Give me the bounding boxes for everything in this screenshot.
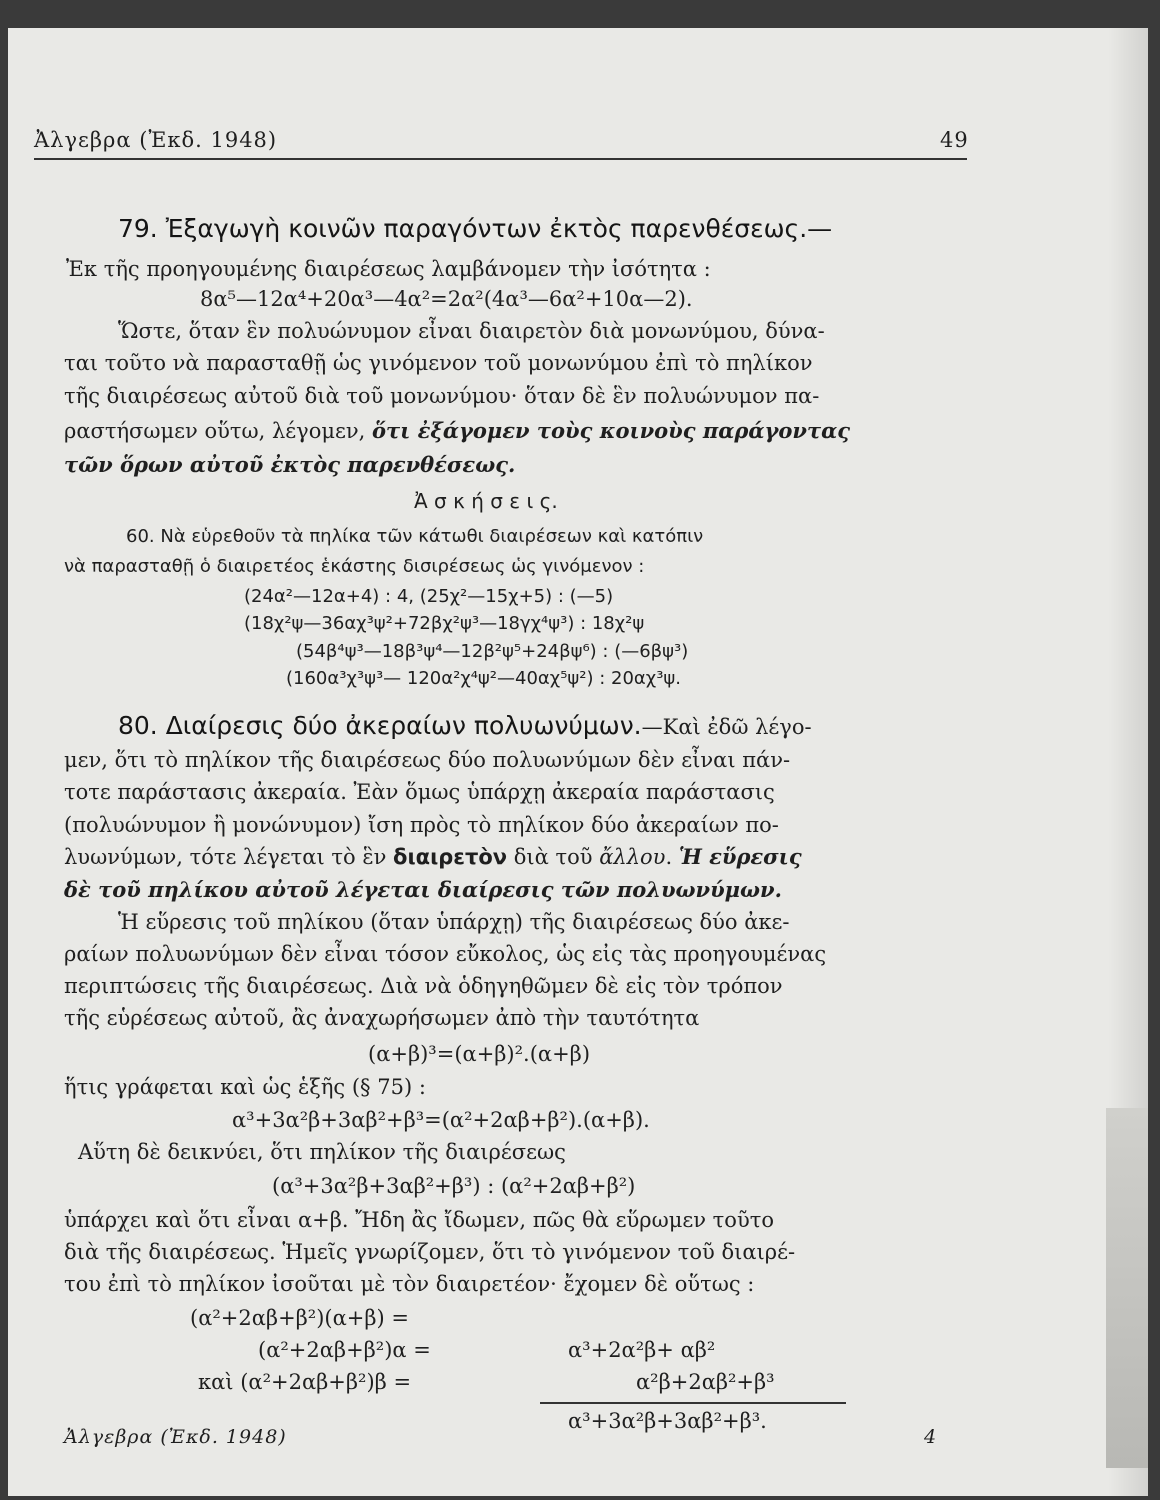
calc-left-line: (α²+2αβ+β²)α = — [258, 1338, 431, 1362]
line4-part: . — [665, 845, 679, 869]
section-80-para-line — [64, 844, 802, 869]
sum-rule — [540, 1402, 846, 1404]
section-79-title: 79. Ἐξαγωγὴ κοινῶν παραγόντων ἐκτὸς παρενθέσεως.— — [118, 214, 833, 243]
section-79-identity: 8α⁵—12α⁴+20α³—4α²=2α²(4α³—6α²+10α—2). — [200, 287, 693, 311]
section-80-title-tail: —Καὶ ἐδῶ λέγο- — [641, 715, 812, 739]
running-header-title: Ἀλγεβρα (Ἐκδ. 1948) — [34, 128, 278, 152]
term-diairetos: διαιρετὸν — [393, 845, 508, 869]
calc-right-line: α²β+2αβ²+β³ — [636, 1370, 775, 1394]
equation-2-note: Αὕτη δὲ δεικνύει, ὅτι πηλίκον τῆς διαιρέσεως — [78, 1140, 566, 1164]
footer-running-title: Ἀλγεβρα (Ἐκδ. 1948) — [64, 1426, 287, 1448]
footer-signature-mark: 4 — [924, 1426, 938, 1448]
section-79-line4-emphasis: ὅτι ἐξάγομεν τοὺς κοινοὺς παράγοντας — [372, 418, 851, 443]
header-rule — [34, 158, 967, 160]
library-stamp-strip — [1106, 1108, 1148, 1468]
equation-2: α³+3α²β+3αβ²+β³=(α²+2αβ+β²).(α+β). — [232, 1108, 650, 1132]
section-79-line4-plain: ραστήσωμεν οὕτω, λέγομεν, — [64, 419, 373, 443]
line4-part-italic: ἄλλου — [599, 845, 666, 869]
exercise-60-line: νὰ παρασταθῇ ὁ διαιρετέος ἑκάστης δισιρέσεως ὡς γινόμενον : — [64, 556, 645, 577]
exercise-item: (24α²—12α+4) : 4, (25χ²—15χ+5) : (—5) — [244, 586, 614, 607]
page-number: 49 — [940, 128, 969, 152]
section-80-para-line: τοτε παράστασις ἀκεραία. Ἐὰν ὅμως ὑπάρχῃ ἀκεραία παράστασις — [64, 780, 775, 804]
calc-left-line: καὶ (α²+2αβ+β²)β = — [198, 1370, 412, 1394]
section-80-para3-line: διὰ τῆς διαιρέσεως. Ἡμεῖς γνωρίζομεν, ὅτι τὸ γινόμενον τοῦ διαιρέ- — [64, 1240, 796, 1264]
section-80-para3-line: ὑπάρχει καὶ ὅτι εἶναι α+β. Ἤδη ἂς ἴδωμεν, πῶς θὰ εὕρωμεν τοῦτο — [64, 1208, 774, 1232]
definition-start: Ἡ εὕρεσις — [678, 844, 802, 869]
section-80-para3-line: του ἐπὶ τὸ πηλίκον ἰσοῦται μὲ τὸν διαιρετέον· ἔχομεν δὲ οὕτως : — [64, 1272, 755, 1296]
section-79-para-line: τῆς διαιρέσεως αὐτοῦ διὰ τοῦ μονωνύμου· ὅταν δὲ ἓν πολυώνυμον πα- — [64, 384, 820, 408]
exercise-item: (160α³χ³ψ³— 120α²χ⁴ψ²—40αχ⁵ψ²) : 20αχ³ψ. — [286, 668, 682, 689]
exercise-item: (18χ²ψ—36αχ³ψ²+72βχ²ψ³—18γχ⁴ψ³) : 18χ²ψ — [244, 613, 645, 634]
section-80-title-line — [118, 711, 812, 740]
section-80-title: 80. Διαίρεσις δύο ἀκεραίων πολυωνύμων. — [118, 711, 642, 740]
section-80-para-line: (πολυώνυμον ἢ μονώνυμον) ἴση πρὸς τὸ πηλίκον δύο ἀκεραίων πο- — [64, 813, 779, 837]
definition-line: δὲ τοῦ πηλίκου αὐτοῦ λέγεται διαίρεσις τῶν πολυωνύμων. — [64, 877, 782, 902]
calc-right-line: α³+2α²β+ αβ² — [568, 1338, 716, 1362]
section-80-para2-line: ραίων πολυωνύμων δὲν εἶναι τόσον εὔκολος, ὡς εἰς τὰς προηγουμένας — [64, 942, 827, 966]
section-79-para-line: Ὥστε, ὅταν ἓν πολυώνυμον εἶναι διαιρετὸν διὰ μονωνύμου, δύνα- — [118, 319, 825, 343]
exercise-60-line: 60. Νὰ εὑρεθοῦν τὰ πηλίκα τῶν κάτωθι διαιρέσεων καὶ κατόπιν — [126, 526, 704, 547]
section-80-para2-line: τῆς εὑρέσεως αὐτοῦ, ἂς ἀναχωρήσωμεν ἀπὸ τὴν ταυτότητα — [64, 1006, 700, 1030]
line4-part: διὰ τοῦ — [507, 845, 600, 869]
section-79-para-line — [64, 418, 850, 443]
section-80-para2-line: Ἡ εὕρεσις τοῦ πηλίκου (ὅταν ὑπάρχῃ) τῆς διαιρέσεως δύο ἀκε- — [118, 910, 790, 934]
section-79-para-line: ται τοῦτο νὰ παρασταθῇ ὡς γινόμενον τοῦ μονωνύμου ἐπὶ τὸ πηλίκον — [64, 351, 813, 375]
exercise-item: (54β⁴ψ³—18β³ψ⁴—12β²ψ⁵+24βψ⁶) : (—6βψ³) — [296, 641, 689, 662]
calc-sum-line: α³+3α²β+3αβ²+β³. — [568, 1409, 767, 1433]
book-page — [8, 28, 1148, 1496]
equation-1: (α+β)³=(α+β)².(α+β) — [368, 1042, 591, 1066]
section-80-para-line: μεν, ὅτι τὸ πηλίκον τῆς διαιρέσεως δύο πολυωνύμων δὲν εἶναι πάν- — [64, 748, 791, 772]
equation-3: (α³+3α²β+3αβ²+β³) : (α²+2αβ+β²) — [272, 1174, 636, 1198]
line4-part: λυωνύμων, τότε λέγεται τὸ ἓν — [64, 845, 394, 869]
section-79-intro: Ἐκ τῆς προηγουμένης διαιρέσεως λαμβάνομεν τὴν ἰσότητα : — [66, 257, 711, 281]
section-79-line5-emphasis: τῶν ὅρων αὐτοῦ ἐκτὸς παρενθέσεως. — [64, 452, 516, 477]
equation-1-note: ἥτις γράφεται καὶ ὡς ἑξῆς (§ 75) : — [64, 1075, 426, 1099]
calc-left-line: (α²+2αβ+β²)(α+β) = — [190, 1306, 409, 1330]
exercises-heading: Ἀ σ κ ή σ ε ι ς. — [414, 489, 558, 513]
section-80-para2-line: περιπτώσεις τῆς διαιρέσεως. Διὰ νὰ ὁδηγηθῶμεν δὲ εἰς τὸν τρόπον — [64, 974, 783, 998]
